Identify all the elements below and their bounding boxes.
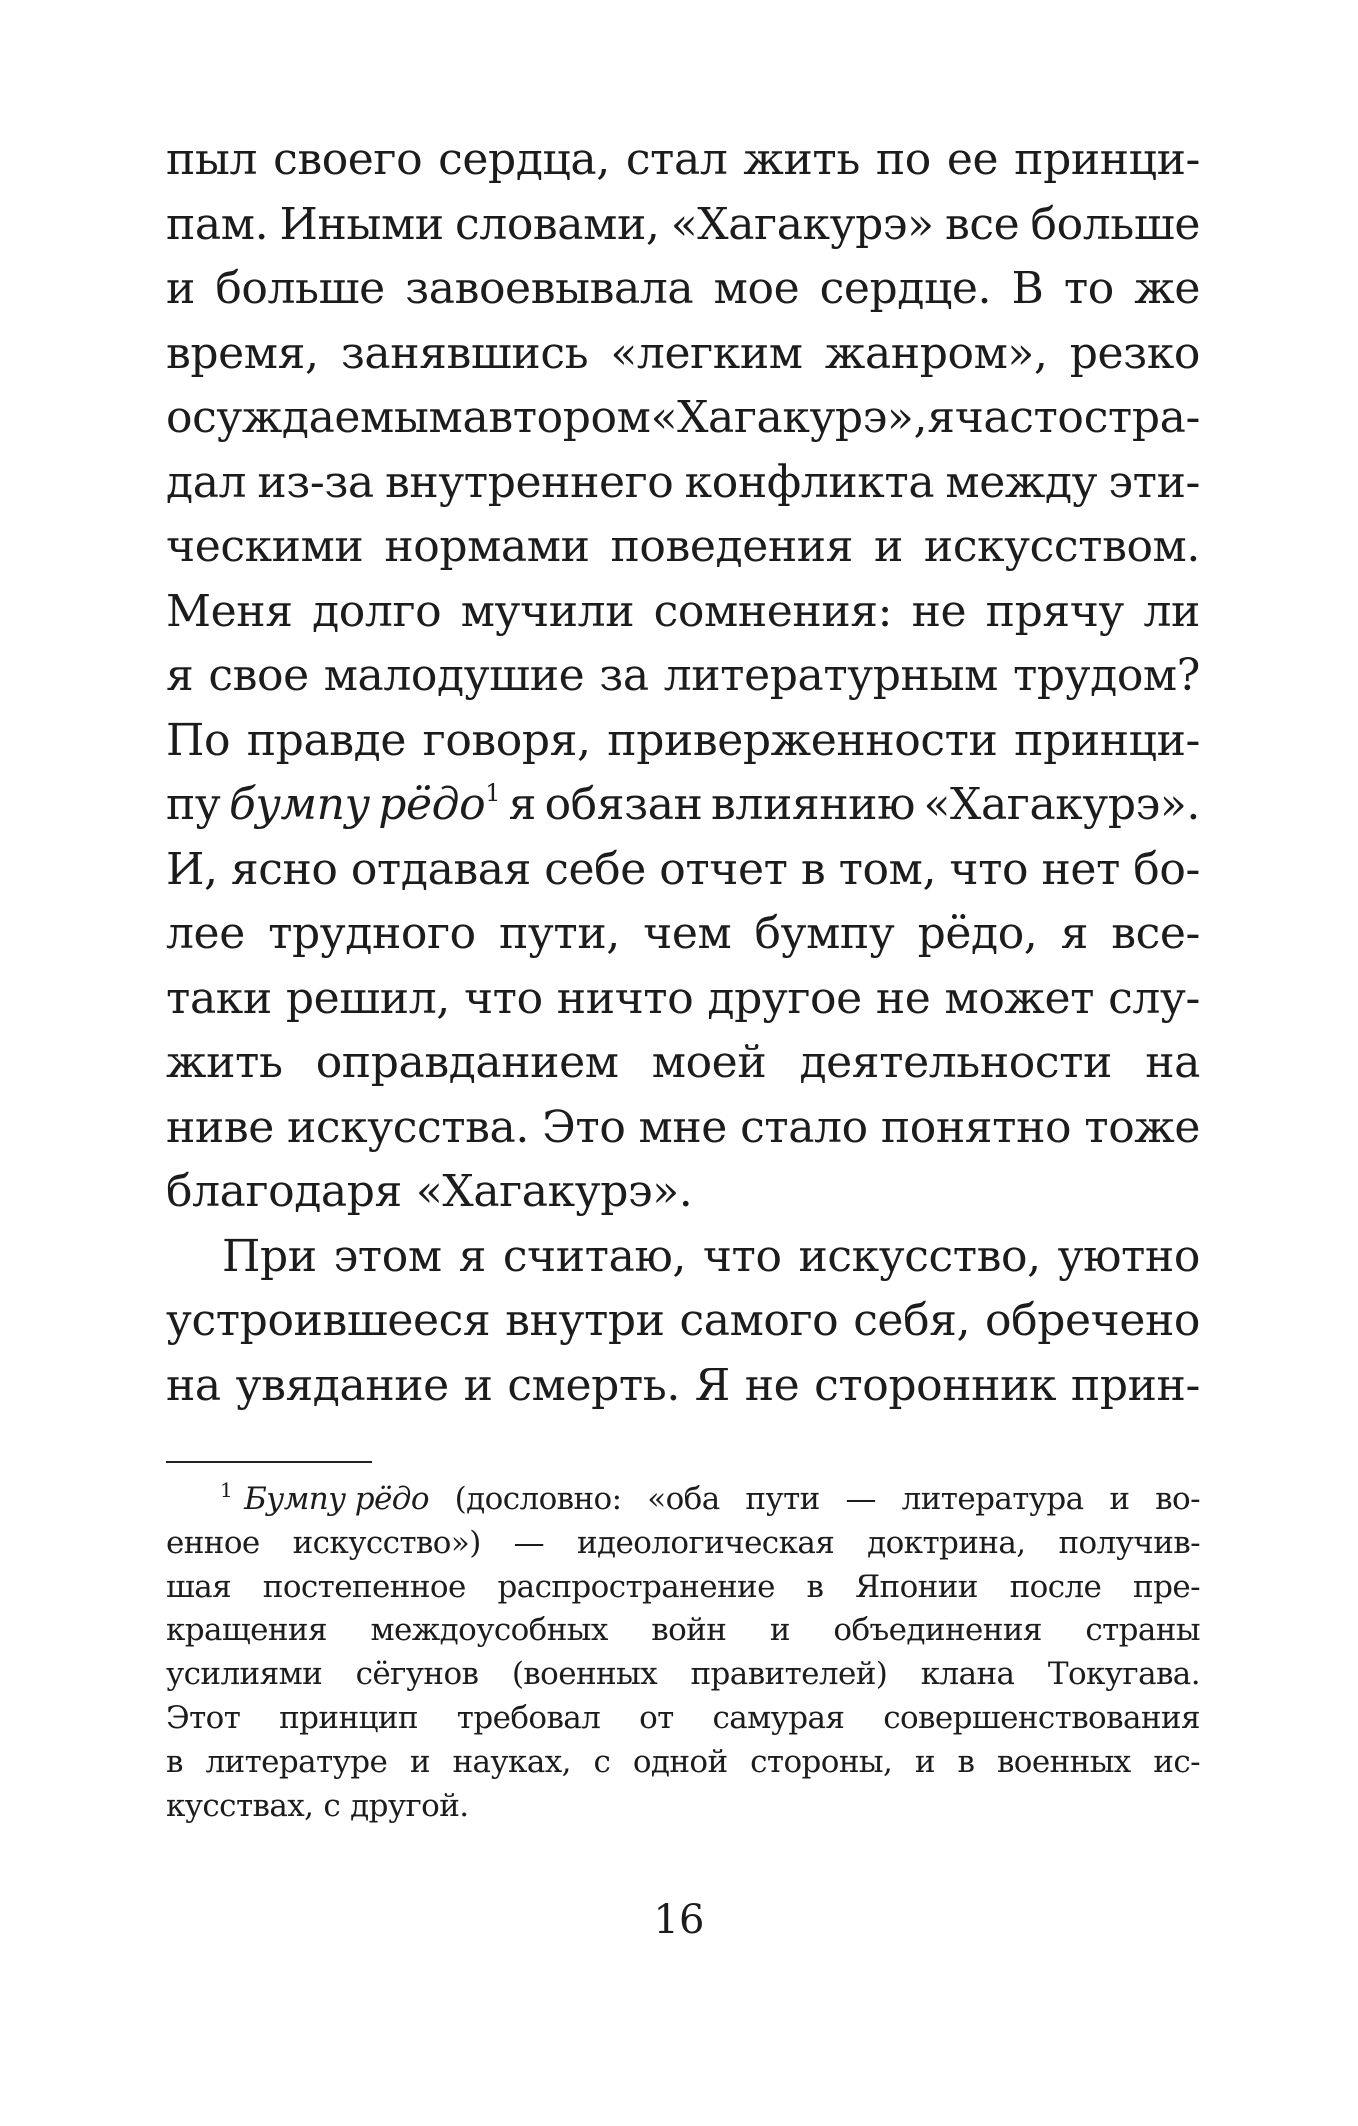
text-line: жить оправданием моей деятельности на bbox=[166, 1037, 1200, 1088]
text-line: осуждаемым автором «Хагакурэ», я часто стра- bbox=[166, 392, 1200, 443]
italic-term: рёдо$^1$ bbox=[378, 779, 501, 830]
text-line: При этом я считаю, что искусство, уютно bbox=[222, 1230, 1200, 1282]
footnote-line: шая постепенное распространение в Японии после пре- bbox=[166, 1568, 1200, 1605]
text-line: По правде говоря, приверженности принци- bbox=[166, 714, 1200, 766]
footnote-line: енное искусство») — идеологическая доктрина, получив- bbox=[166, 1524, 1200, 1561]
footnote-separator bbox=[166, 1461, 372, 1463]
text-line: дал из-за внутреннего конфликта между эти- bbox=[166, 456, 1200, 508]
text-line: на увядание и смерть. Я не сторонник прин- bbox=[166, 1359, 1200, 1411]
text-line: Меня долго мучили сомнения: не прячу ли bbox=[166, 585, 1200, 637]
text-line: устроившееся внутри самого себя, обречено bbox=[166, 1295, 1200, 1346]
footnote-line: $^1$ Бумпу рёдо (дословно: «оба пути — литература и во- bbox=[220, 1478, 1200, 1517]
footnote-term: Бумпу рёдо bbox=[244, 1481, 429, 1517]
text-line: пыл своего сердца, стал жить по ее принци- bbox=[166, 134, 1200, 185]
italic-term: бумпу bbox=[228, 779, 370, 830]
footnote-mark: 1 bbox=[220, 1478, 233, 1502]
text-line: пам. Иными словами, «Хагакурэ» все больше bbox=[166, 198, 1200, 250]
footnote-reference: 1 bbox=[485, 779, 501, 807]
text-line: лее трудного пути, чем бумпу рёдо, я все- bbox=[166, 908, 1200, 959]
footnote-line: кращения междоусобных войн и объединения страны bbox=[166, 1612, 1200, 1649]
text-line: таки решил, что ничто другое не может слу- bbox=[166, 972, 1200, 1024]
text-line: я свое малодушие за литературным трудом? bbox=[166, 650, 1200, 701]
text-line: ческими нормами поведения и искусством. bbox=[166, 521, 1200, 572]
text-line: пу бумпу рёдо$^1$ я обязан влиянию «Хагакурэ». bbox=[166, 773, 1200, 838]
page-number: 16 bbox=[653, 1897, 705, 1943]
text-line: и больше завоевывала мое сердце. В то же bbox=[166, 263, 1200, 314]
footnote bbox=[166, 1478, 1200, 1828]
main-text bbox=[166, 128, 1200, 1418]
text-line: ниве искусства. Это мне стало понятно тоже bbox=[166, 1101, 1200, 1153]
text-line: И, ясно отдавая себе отчет в том, что нет бо- bbox=[166, 843, 1200, 895]
footnote-line: в литературе и науках, с одной стороны, и в военных ис- bbox=[166, 1743, 1200, 1780]
footnote-line: кусствах, с другой. bbox=[166, 1787, 469, 1824]
text-line: время, занявшись «легким жанром», резко bbox=[166, 327, 1200, 379]
footnote-line: Этот принцип требовал от самурая совершенствования bbox=[166, 1699, 1200, 1736]
footnote-line: усилиями сёгунов (военных правителей) клана Токугава. bbox=[166, 1656, 1200, 1693]
text-line: благодаря «Хагакурэ». bbox=[166, 1166, 693, 1217]
